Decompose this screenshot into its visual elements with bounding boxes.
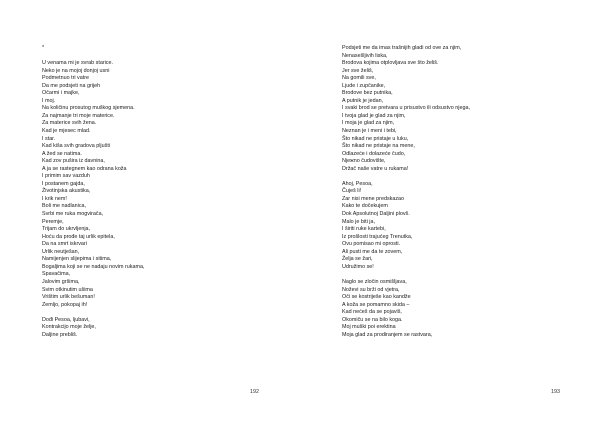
poem-line: Boli me nadlanica, — [42, 203, 87, 210]
poem-line: Dođi Pesoa, ljubavi, — [42, 316, 90, 323]
poem-line: Namijenjen slijepima i sitima, — [42, 256, 112, 263]
left-page-number: 192 — [250, 389, 259, 395]
poem-line: Njeжno čudovište, — [342, 158, 386, 165]
poem-line: Spavačima, — [42, 271, 71, 278]
poem-line — [342, 173, 470, 181]
poem-line: Držač naše vatre u rukama! — [342, 165, 409, 172]
poem-line — [42, 309, 144, 317]
poem-line: Neznan je i meni i tebi, — [342, 128, 397, 135]
poem-line: Zar nisi mene predskazao — [342, 195, 405, 202]
poem-line: Daljine prebliš. — [42, 331, 78, 338]
poem-line: Noževi su brži od vjetra, — [342, 286, 400, 293]
poem-line: Hoću da prođe taj urlik epitela, — [42, 233, 115, 240]
poem-line: I moj. — [42, 97, 56, 104]
poem-line: Udružimo se! — [342, 263, 374, 270]
poem-line: Podmetnuo tri vatre — [42, 75, 90, 82]
poem-line: Neko je na mojoj donjoj usni — [42, 67, 110, 74]
right-page — [300, 0, 600, 423]
poem-line: Kako te dočekujem — [342, 203, 388, 210]
poem-line: Moj muški poi erektina — [342, 324, 396, 331]
poem-line: Kad je mjesec mlad. — [42, 128, 91, 135]
poem-line: Brodova kojima otplovljava sve što želiš. — [342, 60, 439, 67]
poem-line: Ljude i zupčanike, — [342, 82, 386, 89]
poem-line: Jalovim gršima, — [42, 278, 80, 285]
poem-line: Čuješ li! — [342, 188, 362, 195]
poem-line: Očarmi i majke, — [42, 90, 80, 97]
poem-line: Da na smrt iskrvari — [42, 241, 87, 248]
poem-line: Naglo se zločin osmišljava, — [342, 278, 407, 285]
poem-line: A ja se rastegnem kao odrana koža — [42, 165, 127, 172]
poem-line: Trijam do ukrvljenja, — [42, 226, 91, 233]
poem-line: Peremje, — [42, 218, 64, 225]
poem-line: Vrištim urlik bešuman! — [42, 294, 95, 301]
poem-line: Za najmanje tri moje materice. — [42, 112, 115, 119]
poem-line: I postanem gajda, — [42, 180, 85, 187]
poem-line: I tvoja glad je glad za njim, — [342, 112, 406, 119]
poem-line: U venama mi je svrab starice. — [42, 60, 113, 67]
poem-line: A putnik je jedan, — [342, 97, 384, 104]
poem-line: I star. — [42, 135, 56, 142]
poem-line — [42, 53, 144, 61]
poem-line: Iz prošlosti trajućeg Trenutka, — [342, 233, 413, 240]
poem-line: Brodove bez putnika, — [342, 90, 393, 97]
poem-line: I svaki brod se pretvara u prisustvo ili odsustvo njega, — [342, 105, 470, 112]
poem-line: Malo je biti ja, — [342, 218, 375, 225]
poem-line: Što nikad ne pristaje na mene, — [342, 143, 415, 150]
poem-line: Svim otkinutim ušima — [42, 286, 93, 293]
poem-line: Dok Apsolutnoj Daljini plovš. — [342, 211, 410, 218]
poem-line: I primim sav vazduh — [42, 173, 90, 180]
poem-line: Životinjska akustika, — [42, 188, 91, 195]
poem-line: * — [42, 45, 45, 51]
poem-line: I krik nem! — [42, 195, 67, 202]
poem-line: Odlazeće i dolazeće čudo, — [342, 150, 406, 157]
poem-line — [342, 271, 470, 279]
poem-line: Kad kiša svih gradova pljušti — [42, 143, 111, 150]
poem-line: Kad zov puširа iz davnina, — [42, 158, 105, 165]
poem-line: Jer sve želiš, — [342, 67, 374, 74]
poem-line: Kad nećeš da se pojaviš, — [342, 309, 402, 316]
right-page-poem — [342, 45, 470, 339]
poem-line: Oči se kostriješe kao kandže — [342, 294, 411, 301]
poem-line: Na količinu prosutog muškog sjemena. — [42, 105, 135, 112]
poem-line: I širiti ruke kartebi, — [342, 226, 386, 233]
right-page-number: 193 — [551, 389, 560, 395]
poem-line: Zemljo, pokopaj ih! — [42, 301, 88, 308]
poem-line: Ali pusti me da te zovem, — [342, 248, 403, 255]
poem-line: Želja se žari, — [342, 256, 373, 263]
poem-line: Na gomili sve, — [342, 75, 376, 82]
poem-line: Ovu pomisao mi oprosti. — [342, 241, 401, 248]
poem-line: Da me podsjeti na grijeh — [42, 82, 101, 89]
poem-line: Okomiču se na bilo koga. — [342, 316, 403, 323]
poem-line: Svrbi me ruka mogvirača, — [42, 211, 104, 218]
poem-line: Urlik neutješan, — [42, 248, 80, 255]
poem-line: Ahoj, Pesoa, — [342, 180, 373, 187]
poem-line: I moja je glad za njim, — [342, 120, 395, 127]
poem-line: Nenasešljivih liska, — [342, 52, 388, 59]
poem-line: A žed se natima. — [42, 150, 82, 157]
poem-line: Što nikad ne pristaje u luku, — [342, 135, 409, 142]
poem-line: Bogaljima koji se ne nadaju novim rukama, — [42, 263, 145, 270]
poem-line: Moja glad za prodiranjem se rastvara, — [342, 331, 433, 338]
left-page-poem — [42, 45, 144, 339]
poem-line: Kontrakcijo moje želje, — [42, 324, 96, 331]
poem-line: A koža se pomamno skida – — [342, 301, 410, 308]
poem-line: Podsjeti me da imas trašnijih gladi od ove za njim, — [342, 45, 462, 51]
poem-line: Za materice svih žena. — [42, 120, 97, 127]
